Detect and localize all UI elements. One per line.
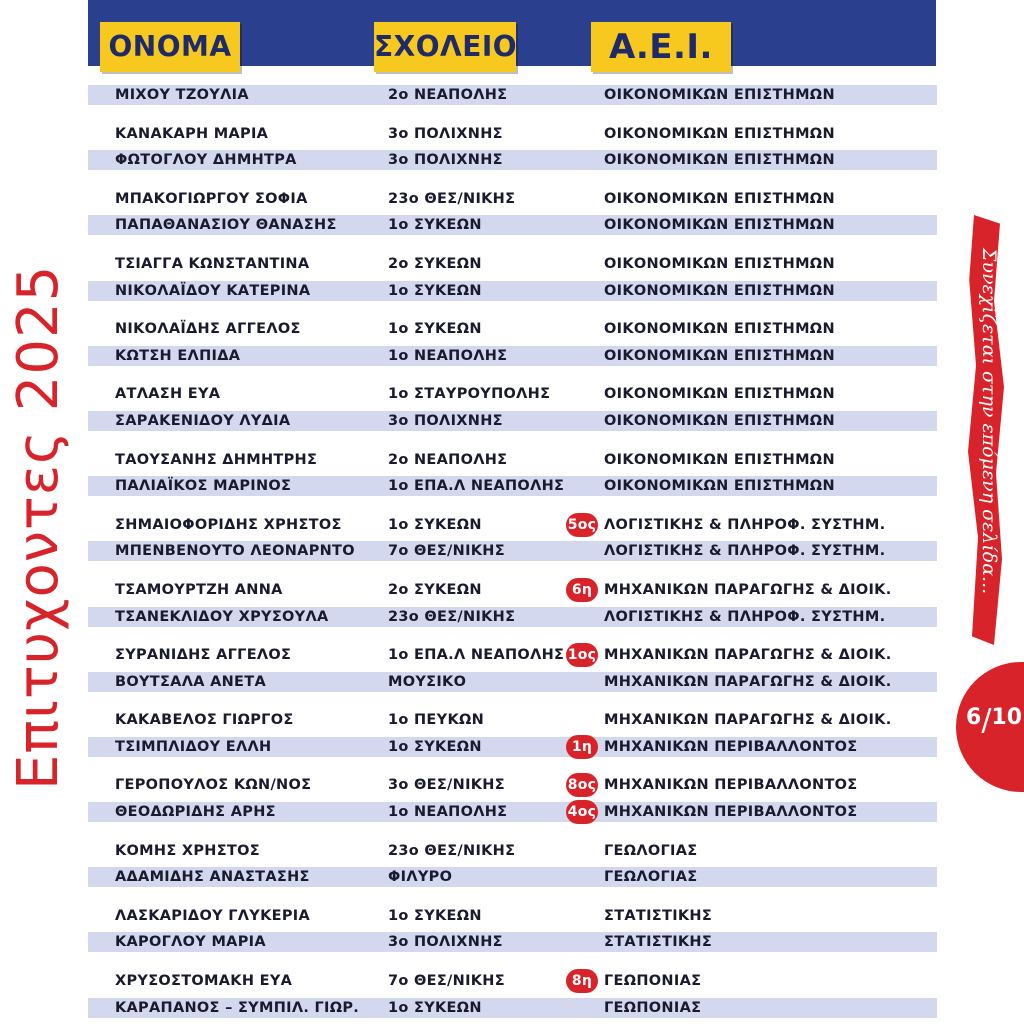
table-row <box>88 509 937 542</box>
student-name: ΠΑΛΙΑΪΚΟΣ ΜΑΡΙΝΟΣ <box>115 478 292 495</box>
student-name: ΚΟΜΗΣ ΧΡΗΣΤΟΣ <box>115 842 260 859</box>
table-row <box>88 574 937 607</box>
school-name: 1ο ΕΠΑ.Λ ΝΕΑΠΟΛΗΣ <box>388 478 565 495</box>
student-name: ΝΙΚΟΛΑΪΔΗΣ ΑΓΓΕΛΟΣ <box>115 321 301 338</box>
student-name: ΤΣΙΜΠΛΙΔΟΥ ΕΛΛΗ <box>115 738 272 755</box>
student-name: ΚΑΡΑΠΑΝΟΣ – ΣΥΜΠΙΛ. ΓΙΩΡ. <box>115 999 360 1016</box>
school-name: 23ο ΘΕΣ/ΝΙΚΗΣ <box>388 842 516 859</box>
university-department: ΜΗΧΑΝΙΚΩΝ ΠΕΡΙΒΑΛΛΟΝΤΟΣ <box>604 777 858 794</box>
university-department: ΜΗΧΑΝΙΚΩΝ ΠΑΡΑΓΩΓΗΣ & ΔΙΟΙΚ. <box>604 712 892 729</box>
page-separator: / <box>981 703 992 738</box>
school-name: ΦΙΛΥΡΟ <box>388 869 453 886</box>
school-name: 1ο ΣΤΑΥΡΟΥΠΟΛΗΣ <box>388 386 551 403</box>
school-name: 1ο ΝΕΑΠΟΛΗΣ <box>388 347 508 364</box>
school-name: 1ο ΝΕΑΠΟΛΗΣ <box>388 804 508 821</box>
university-department: ΓΕΩΠΟΝΙΑΣ <box>604 973 702 990</box>
school-name: 23ο ΘΕΣ/ΝΙΚΗΣ <box>388 190 516 207</box>
rank-badge: 1η <box>566 735 598 759</box>
university-department: ΣΤΑΤΙΣΤΙΚΗΣ <box>604 934 713 951</box>
university-department: ΛΟΓΙΣΤΙΚΗΣ & ΠΛΗΡΟΦ. ΣΥΣΤΗΜ. <box>604 608 886 625</box>
table-row <box>88 802 937 822</box>
table-row <box>88 215 937 235</box>
student-name: ΒΟΥΤΣΑΛΑ ΑΝΕΤΑ <box>115 673 266 690</box>
school-name: 3ο ΠΟΛΙΧΝΗΣ <box>388 412 503 429</box>
student-name: ΘΕΟΔΩΡΙΔΗΣ ΑΡΗΣ <box>115 804 276 821</box>
school-name: 1ο ΣΥΚΕΩΝ <box>388 282 482 299</box>
table-row <box>88 639 937 672</box>
student-name: ΜΙΧΟΥ ΤΖΟΥΛΙΑ <box>115 87 249 103</box>
table-row <box>88 541 937 561</box>
page-number <box>966 703 1022 738</box>
table-row <box>88 998 937 1018</box>
university-department: ΓΕΩΛΟΓΙΑΣ <box>604 869 698 886</box>
table-row <box>88 85 937 105</box>
page-total: 10 <box>991 705 1023 730</box>
rank-badge: 4ος <box>566 800 598 824</box>
table-row <box>88 281 937 301</box>
university-department: ΟΙΚΟΝΟΜΙΚΩΝ ΕΠΙΣΤΗΜΩΝ <box>604 478 835 495</box>
university-department: ΟΙΚΟΝΟΜΙΚΩΝ ΕΠΙΣΤΗΜΩΝ <box>604 321 835 338</box>
table-row <box>88 313 937 346</box>
university-department: ΜΗΧΑΝΙΚΩΝ ΠΕΡΙΒΑΛΛΟΝΤΟΣ <box>604 804 858 821</box>
university-department: ΟΙΚΟΝΟΜΙΚΩΝ ΕΠΙΣΤΗΜΩΝ <box>604 386 835 403</box>
rank-badge: 5ος <box>566 513 598 537</box>
student-name: ΤΑΟΥΣΑΝΗΣ ΔΗΜΗΤΡΗΣ <box>115 451 318 468</box>
university-department: ΟΙΚΟΝΟΜΙΚΩΝ ΕΠΙΣΤΗΜΩΝ <box>604 125 835 142</box>
school-name: 1ο ΕΠΑ.Λ ΝΕΑΠΟΛΗΣ <box>388 647 565 664</box>
university-department: ΜΗΧΑΝΙΚΩΝ ΠΑΡΑΓΩΓΗΣ & ΔΙΟΙΚ. <box>604 673 892 690</box>
table-row <box>88 932 937 952</box>
school-column-header: ΣΧΟΛΕΙΟ <box>374 22 516 72</box>
table-row <box>88 248 937 281</box>
university-department: ΣΤΑΤΙΣΤΙΚΗΣ <box>604 907 713 924</box>
school-name: 1ο ΣΥΚΕΩΝ <box>388 321 482 338</box>
rank-badge: 8η <box>566 969 598 993</box>
university-department: ΟΙΚΟΝΟΜΙΚΩΝ ΕΠΙΣΤΗΜΩΝ <box>604 412 835 429</box>
university-department: ΟΙΚΟΝΟΜΙΚΩΝ ΕΠΙΣΤΗΜΩΝ <box>604 347 835 364</box>
student-name: ΚΑΝΑΚΑΡΗ ΜΑΡΙΑ <box>115 125 269 142</box>
student-name: ΓΕΡΟΠΟΥΛΟΣ ΚΩΝ/ΝΟΣ <box>115 777 312 794</box>
student-name: ΤΣΑΝΕΚΛΙΔΟΥ ΧΡΥΣΟΥΛΑ <box>115 608 329 625</box>
student-name: ΣΥΡΑΝΙΔΗΣ ΑΓΓΕΛΟΣ <box>115 647 292 664</box>
table-row <box>88 346 937 366</box>
table-row <box>88 672 937 692</box>
student-name: ΑΤΛΑΣΗ ΕΥΑ <box>115 386 221 403</box>
school-name: ΜΟΥΣΙΚΟ <box>388 673 467 690</box>
table-row <box>88 476 937 496</box>
student-name: ΝΙΚΟΛΑΪΔΟΥ ΚΑΤΕΡΙΝΑ <box>115 282 311 299</box>
school-name: 3ο ΠΟΛΙΧΝΗΣ <box>388 152 503 169</box>
university-department: ΛΟΓΙΣΤΙΚΗΣ & ΠΛΗΡΟΦ. ΣΥΣΤΗΜ. <box>604 516 886 533</box>
university-department: ΟΙΚΟΝΟΜΙΚΩΝ ΕΠΙΣΤΗΜΩΝ <box>604 190 835 207</box>
student-name: ΦΩΤΟΓΛΟΥ ΔΗΜΗΤΡΑ <box>115 152 297 169</box>
student-name: ΚΑΡΟΓΛΟΥ ΜΑΡΙΑ <box>115 934 266 951</box>
table-row <box>88 835 937 868</box>
school-name: 2ο ΝΕΑΠΟΛΗΣ <box>388 87 508 103</box>
school-name: 3ο ΠΟΛΙΧΝΗΣ <box>388 125 503 142</box>
school-name: 1ο ΣΥΚΕΩΝ <box>388 738 482 755</box>
table-row <box>88 411 937 431</box>
table-row <box>88 867 937 887</box>
school-name: 3ο ΠΟΛΙΧΝΗΣ <box>388 934 503 951</box>
table-row <box>88 965 937 998</box>
aei-column-header: Α.Ε.Ι. <box>591 22 731 72</box>
student-name: ΣΑΡΑΚΕΝΙΔΟΥ ΛΥΔΙΑ <box>115 412 291 429</box>
rank-badge: 8ος <box>566 773 598 797</box>
student-name: ΛΑΣΚΑΡΙΔΟΥ ΓΛΥΚΕΡΙΑ <box>115 907 310 924</box>
continue-note: Συνεχίζεται στην επόμενη σελίδα... <box>978 248 1000 595</box>
school-name: 3ο ΘΕΣ/ΝΙΚΗΣ <box>388 777 505 794</box>
school-name: 2ο ΣΥΚΕΩΝ <box>388 255 482 272</box>
school-name: 1ο ΣΥΚΕΩΝ <box>388 907 482 924</box>
table-row <box>88 378 937 411</box>
university-department: ΟΙΚΟΝΟΜΙΚΩΝ ΕΠΙΣΤΗΜΩΝ <box>604 451 835 468</box>
table-row <box>88 900 937 933</box>
school-name: 1ο ΠΕΥΚΩΝ <box>388 712 485 729</box>
university-department: ΓΕΩΠΟΝΙΑΣ <box>604 999 702 1016</box>
student-name: ΧΡΥΣΟΣΤΟΜΑΚΗ ΕΥΑ <box>115 973 293 990</box>
university-department: ΜΗΧΑΝΙΚΩΝ ΠΑΡΑΓΩΓΗΣ & ΔΙΟΙΚ. <box>604 647 892 664</box>
rank-badge: 1ος <box>566 643 598 667</box>
student-name: ΜΠΕΝΒΕΝΟΥΤΟ ΛΕΟΝΑΡΝΤΟ <box>115 543 355 560</box>
rank-badge: 6η <box>566 578 598 602</box>
student-name: ΠΑΠΑΘΑΝΑΣΙΟΥ ΘΑΝΑΣΗΣ <box>115 217 337 234</box>
student-name: ΣΗΜΑΙΟΦΟΡΙΔΗΣ ΧΡΗΣΤΟΣ <box>115 516 342 533</box>
student-name: ΑΔΑΜΙΔΗΣ ΑΝΑΣΤΑΣΗΣ <box>115 869 310 886</box>
university-department: ΜΗΧΑΝΙΚΩΝ ΠΕΡΙΒΑΛΛΟΝΤΟΣ <box>604 738 858 755</box>
table-row <box>88 704 937 737</box>
table-row <box>88 607 937 627</box>
school-name: 23ο ΘΕΣ/ΝΙΚΗΣ <box>388 608 516 625</box>
table-row <box>88 737 937 757</box>
student-name: ΚΩΤΣΗ ΕΛΠΙΔΑ <box>115 347 241 364</box>
page-current: 6 <box>966 705 982 730</box>
school-name: 2ο ΣΥΚΕΩΝ <box>388 581 482 598</box>
university-department: ΟΙΚΟΝΟΜΙΚΩΝ ΕΠΙΣΤΗΜΩΝ <box>604 282 835 299</box>
student-name: ΤΣΑΜΟΥΡΤΖΗ ΑΝΝΑ <box>115 581 283 598</box>
student-name: ΜΠΑΚΟΓΙΩΡΓΟΥ ΣΟΦΙΑ <box>115 190 308 207</box>
name-column-header: ΟΝΟΜΑ <box>100 22 240 72</box>
university-department: ΟΙΚΟΝΟΜΙΚΩΝ ΕΠΙΣΤΗΜΩΝ <box>604 152 835 169</box>
school-name: 7ο ΘΕΣ/ΝΙΚΗΣ <box>388 973 505 990</box>
university-department: ΟΙΚΟΝΟΜΙΚΩΝ ΕΠΙΣΤΗΜΩΝ <box>604 87 835 103</box>
university-department: ΛΟΓΙΣΤΙΚΗΣ & ΠΛΗΡΟΦ. ΣΥΣΤΗΜ. <box>604 543 886 560</box>
table-row <box>88 118 937 151</box>
table-row <box>88 444 937 477</box>
student-name: ΚΑΚΑΒΕΛΟΣ ΓΙΩΡΓΟΣ <box>115 712 294 729</box>
school-name: 1ο ΣΥΚΕΩΝ <box>388 999 482 1016</box>
school-name: 1ο ΣΥΚΕΩΝ <box>388 516 482 533</box>
university-department: ΓΕΩΛΟΓΙΑΣ <box>604 842 698 859</box>
table-row <box>88 183 937 216</box>
university-department: ΟΙΚΟΝΟΜΙΚΩΝ ΕΠΙΣΤΗΜΩΝ <box>604 217 835 234</box>
student-name: ΤΣΙΑΓΓΑ ΚΩΝΣΤΑΝΤΙΝΑ <box>115 255 310 272</box>
school-name: 2ο ΝΕΑΠΟΛΗΣ <box>388 451 508 468</box>
side-title: Επιτυχοντες 2025 <box>6 264 71 790</box>
table-row <box>88 150 937 170</box>
university-department: ΟΙΚΟΝΟΜΙΚΩΝ ΕΠΙΣΤΗΜΩΝ <box>604 255 835 272</box>
university-department: ΜΗΧΑΝΙΚΩΝ ΠΑΡΑΓΩΓΗΣ & ΔΙΟΙΚ. <box>604 581 892 598</box>
school-name: 1ο ΣΥΚΕΩΝ <box>388 217 482 234</box>
results-table <box>88 85 937 1030</box>
school-name: 7ο ΘΕΣ/ΝΙΚΗΣ <box>388 543 505 560</box>
table-row <box>88 769 937 802</box>
